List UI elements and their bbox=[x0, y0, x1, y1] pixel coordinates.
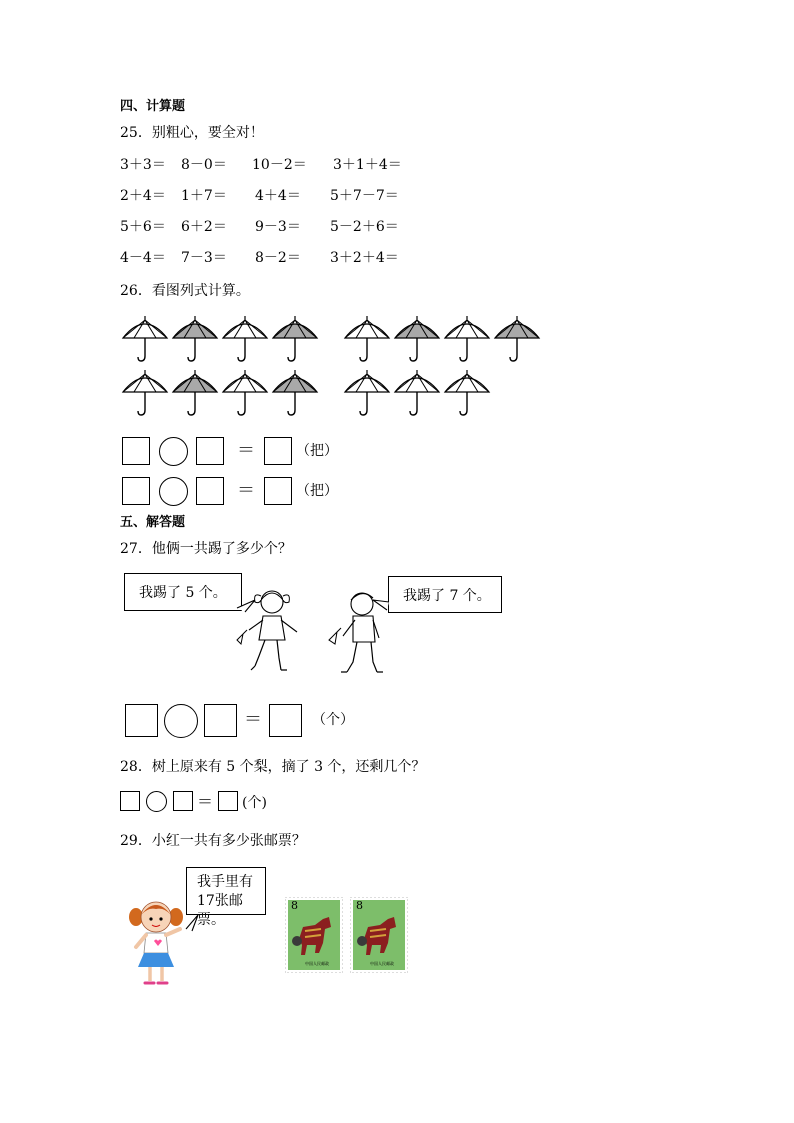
unit-label: （把） bbox=[296, 443, 338, 459]
unit-label: （把） bbox=[296, 483, 338, 499]
problem: 5＋6＝ bbox=[120, 219, 166, 235]
question-25-prompt: 25．别粗心，要全对！ bbox=[120, 125, 264, 141]
unit-label: (个) bbox=[242, 795, 267, 811]
operator-circle[interactable] bbox=[159, 437, 188, 466]
problem: 8－0＝ bbox=[181, 157, 227, 173]
stamp-value: 8 bbox=[356, 899, 363, 912]
xiaohong-girl-illustration bbox=[128, 895, 200, 987]
problem: 2＋4＝ bbox=[120, 188, 166, 204]
section-title-word-problems: 五、解答题 bbox=[120, 515, 186, 530]
equals-sign: ＝ bbox=[237, 440, 255, 461]
answer-box[interactable] bbox=[264, 437, 292, 465]
stamp-horse bbox=[350, 897, 408, 973]
problem: 1＋7＝ bbox=[181, 188, 227, 204]
answer-box[interactable] bbox=[204, 704, 237, 737]
answer-box[interactable] bbox=[122, 477, 150, 505]
equals-sign: ＝ bbox=[197, 792, 214, 811]
answer-box[interactable] bbox=[264, 477, 292, 505]
problem: 5－2＋6＝ bbox=[330, 219, 399, 235]
problem: 3＋1＋4＝ bbox=[333, 157, 402, 173]
answer-box[interactable] bbox=[196, 437, 224, 465]
question-28-prompt: 28．树上原来有 5 个梨，摘了 3 个，还剩几个？ bbox=[120, 759, 426, 775]
answer-box[interactable] bbox=[218, 791, 238, 811]
answer-box[interactable] bbox=[125, 704, 158, 737]
section-title-calculation: 四、计算题 bbox=[120, 99, 186, 114]
operator-circle[interactable] bbox=[146, 791, 167, 812]
problem: 9－3＝ bbox=[255, 219, 301, 235]
boy-speech-bubble bbox=[388, 576, 502, 613]
problem: 6＋2＝ bbox=[181, 219, 227, 235]
stamp-value: 8 bbox=[291, 899, 298, 912]
equals-sign: ＝ bbox=[244, 709, 262, 730]
problem: 4－4＝ bbox=[120, 250, 166, 266]
problem: 3＋3＝ bbox=[120, 157, 166, 173]
girl-speech-text: 我踢了 5 个。 bbox=[139, 585, 227, 601]
problem: 3＋2＋4＝ bbox=[330, 250, 399, 266]
answer-box[interactable] bbox=[173, 791, 193, 811]
stamp-horse bbox=[285, 897, 343, 973]
speech-line-2: 17张邮票。 bbox=[197, 893, 243, 928]
answer-box[interactable] bbox=[122, 437, 150, 465]
equals-sign: ＝ bbox=[237, 480, 255, 501]
problem: 10－2＝ bbox=[252, 157, 307, 173]
problem: 7－3＝ bbox=[181, 250, 227, 266]
stamp-caption: 中国人民邮政 bbox=[305, 961, 329, 966]
problem: 8－2＝ bbox=[255, 250, 301, 266]
answer-box[interactable] bbox=[269, 704, 302, 737]
problem: 4＋4＝ bbox=[255, 188, 301, 204]
umbrella-illustration bbox=[115, 312, 555, 424]
operator-circle[interactable] bbox=[164, 704, 198, 738]
children-kicking-shuttlecock-illustration bbox=[225, 582, 395, 682]
question-29-prompt: 29．小红一共有多少张邮票？ bbox=[120, 833, 306, 849]
answer-box[interactable] bbox=[196, 477, 224, 505]
problem: 5＋7－7＝ bbox=[330, 188, 399, 204]
speech-line-1: 我手里有 bbox=[197, 874, 253, 890]
answer-box[interactable] bbox=[120, 791, 140, 811]
operator-circle[interactable] bbox=[159, 477, 188, 506]
stamp-caption: 中国人民邮政 bbox=[370, 961, 394, 966]
question-27-prompt: 27．他俩一共踢了多少个？ bbox=[120, 541, 292, 557]
question-26-prompt: 26．看图列式计算。 bbox=[120, 283, 250, 299]
boy-speech-text: 我踢了 7 个。 bbox=[403, 588, 491, 604]
unit-label: （个） bbox=[312, 712, 354, 728]
